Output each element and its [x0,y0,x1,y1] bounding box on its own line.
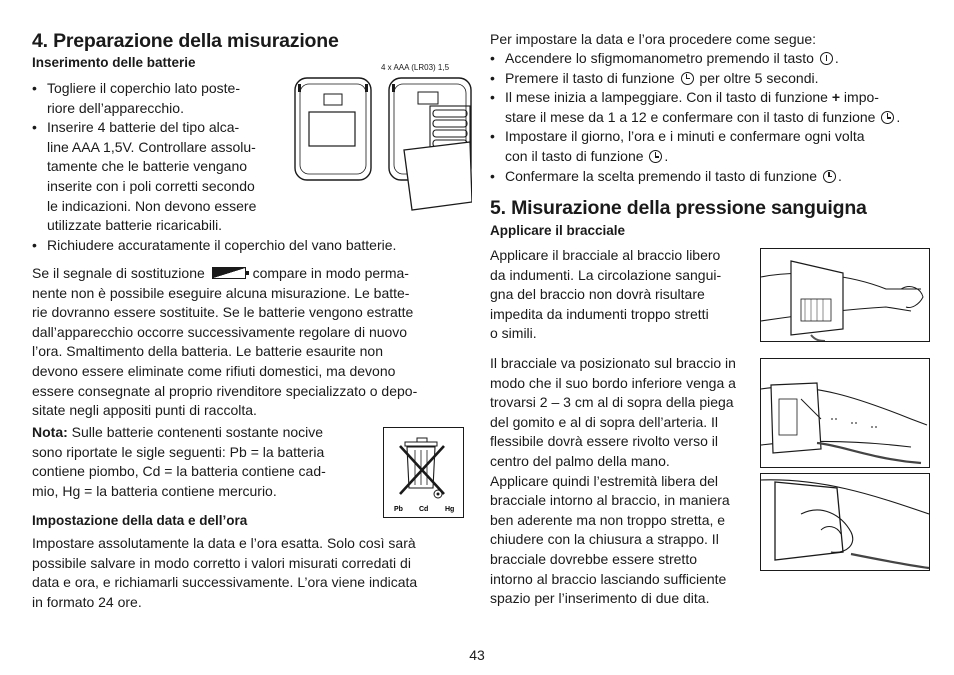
note-label: Nota: [32,424,68,440]
replace-paragraph [32,264,462,421]
list-item: • Il mese inizia a lampeggiare. Con il tasto di funzione + impo- stare il mese da 1 a 12 e confermare con il tasto di funzione . [490,88,930,127]
power-button-icon [820,52,833,65]
sub-batteries: Inserimento delle batterie [32,55,196,70]
datetime-paragraph: Impostare assolutamente la data e l’ora esatta. Solo così sarà possibile salvare in modo corretto i valori misurati corredati di data e ora, e richiamarli successivamente. L’ora viene indicata in formato 24 ore. [32,535,418,610]
replace-text-pre: Se il segnale di sostituzione [32,265,205,281]
sub-cuff: Applicare il bracciale [490,223,626,238]
datetime-steps [490,49,930,186]
crossed-bin-icon [384,428,463,517]
battery-steps [32,79,282,236]
replace-text-rest: nente non è possibile eseguire alcuna misurazione. Le batte- rie dovranno essere sostituite. Se le batterie vengono estratte dall’apparecchio occorre successivamente regolare di nuovo l’ora. Smaltimento della batteria. Le batterie esaurite non devono essere eliminate come rifiuti domestici, ma devono essere consegnate al proprio rivenditore specializzato o depo- sitate negli appositi punti di raccolta. [32,284,418,419]
clock-function-icon [681,72,694,85]
datetime-intro: Per impostare la data e l’ora procedere come segue: [490,31,817,47]
list-item: • Premere il tasto di funzione per oltre 5 secondi. [490,69,930,89]
list-item: • Confermare la scelta premendo il tasto di funzione . [490,167,930,187]
cuff-figure-1 [760,248,930,342]
cuff-paragraph-2: Il bracciale va posizionato sul braccio in modo che il suo bordo inferiore venga a trovarsi 2 – 3 cm al di sopra della piega del gomito e al di sopra dell’arteria. Il flessibile dovrà essere rivolto verso il centro del palmo della mano. Applicare quindi l’estremità libera del bracciale intorno al braccio, in maniera ben aderente ma non troppo stretta, e chiudere con la chiusura a strappo. Il bracciale dovrebbe essere stretto intorno al braccio lasciando sufficiente spazio per l’inserimento di due dita. [490,355,736,607]
bin-label-pb: Pb [394,506,403,513]
battery-steps-2 [32,236,462,256]
disposal-symbol [383,427,464,518]
clock-function-icon [649,150,662,163]
list-item: • Inserire 4 batterie del tipo alca- line AAA 1,5V. Controllare assolu- tamente che le batterie vengano inserite con i poli corretti secondo le indicazioni. Non devono essere utilizzate batterie ricaricabili. [32,118,282,236]
cuff-paragraph-1: Applicare il bracciale al braccio libero da indumenti. La circolazione sangui- gna del braccio non dovrà risultare impedita da indumenti troppo stretti o simili. [490,247,722,342]
note-paragraph [32,423,372,501]
list-item: • Impostare il giorno, l’ora e i minuti e confermare ogni volta con il tasto di funzione . [490,127,930,166]
note-text: Sulle batterie contenenti sostante nocive sono riportate le sigle seguenti: Pb = la batteria contiene piombo, Cd = la batteria contiene cad- mio, Hg = la batteria contiene mercurio. [32,424,326,499]
battery-figure [292,76,472,214]
section4-title: 4. Preparazione della misurazione [32,30,339,52]
clock-function-icon [881,111,894,124]
replace-text-post: compare in modo perma- [252,265,409,281]
clock-function-icon [823,170,836,183]
cuff-figure-3 [760,473,930,571]
page-number: 43 [469,647,485,663]
section5-title: 5. Misurazione della pressione sanguigna [490,197,867,219]
list-item: • Togliere il coperchio lato poste- riore dell’apparecchio. [32,79,282,118]
list-item: • Accendere lo sfigmomanometro premendo il tasto . [490,49,930,69]
cuff-figure-2 [760,358,930,468]
bin-label-hg: Hg [445,506,455,513]
bin-label-cd: Cd [419,506,429,513]
battery-caption: 4 x AAA (LR03) 1,5 [381,63,450,72]
list-item: • Richiudere accuratamente il coperchio del vano batterie. [32,236,462,256]
battery-low-icon [212,267,246,279]
sub-datetime: Impostazione della data e dell’ora [32,513,248,528]
